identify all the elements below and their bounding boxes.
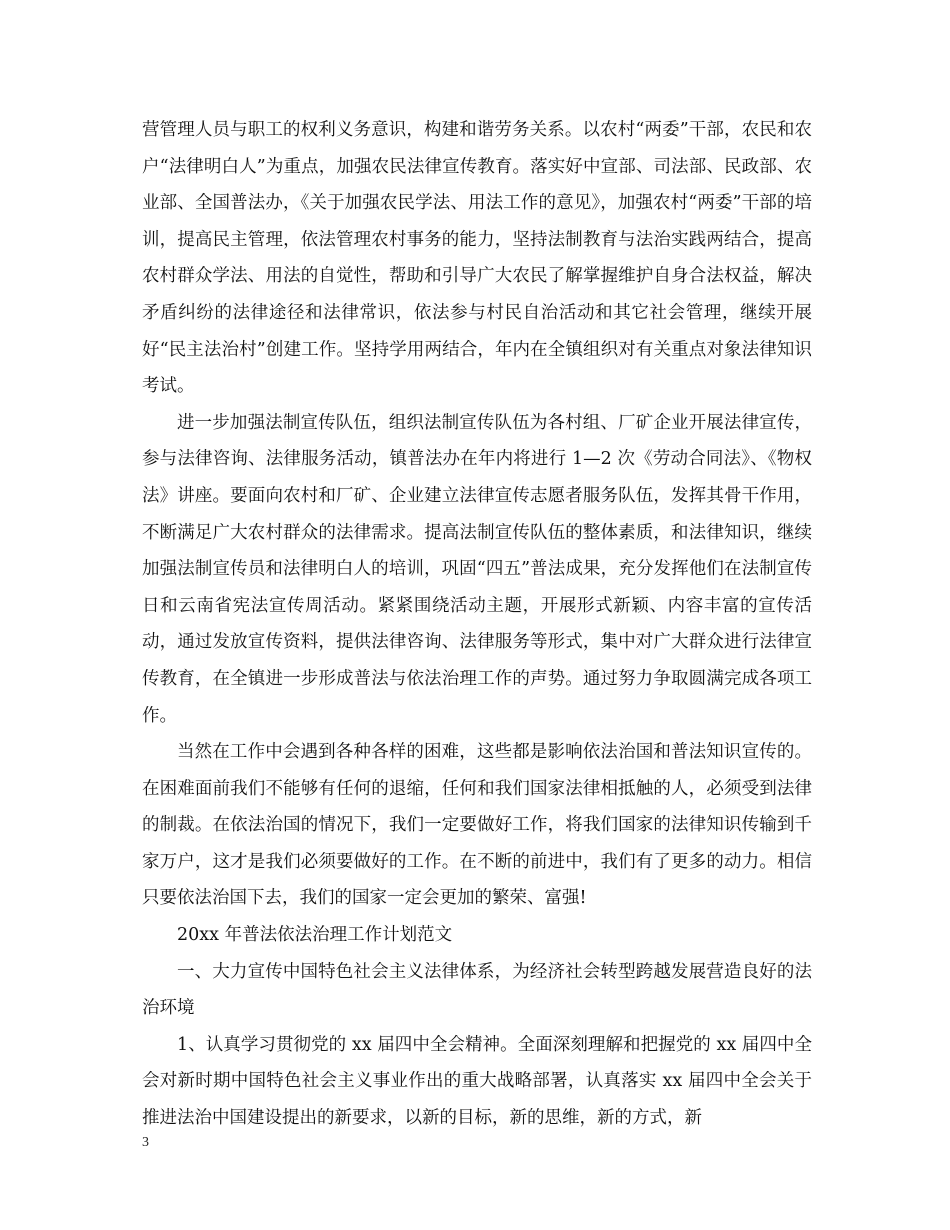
paragraph-2: 进一步加强法制宣传队伍，组织法制宣传队伍为各村组、厂矿企业开展法律宣传，参与法律咨询、法律服务活动，镇普法办在年内将进行 1—2 次《劳动合同法》、《物权法》讲座。要面向农村和厂矿、企业建立法律宣传志愿者服务队伍，发挥其骨干作用，不断满足广大农村群众的法律需求。提高法制宣传队伍的整体素质，和法律知识，继续加强法制宣传员和法律明白人的培训，巩固“四五”普法成果，充分发挥他们在法制宣传日和云南省宪法宣传周活动。紧紧围绕活动主题，开展形式新颖、内容丰富的宣传活动，通过发放宣传资料，提供法律咨询、法律服务等形式，集中对广大群众进行法律宣传教育，在全镇进一步形成普法与依法治理工作的声势。通过努力争取圆满完成各项工作。 <box>142 412 812 726</box>
page-number: 3 <box>142 1135 149 1150</box>
heading-one: 一、大力宣传中国特色社会主义法律体系，为经济社会转型跨越发展营造良好的法治环境 <box>142 961 812 1019</box>
document-body <box>142 112 812 1137</box>
paragraph-item-1: 1、认真学习贯彻党的 xx 届四中全会精神。全面深刻理解和把握党的 xx 届四中全会对新时期中国特色社会主义事业作出的重大战略部署，认真落实 xx 届四中全会关于推进法治中国建设提出的新要求，以新的目标，新的思维，新的方式，新 <box>142 1034 812 1129</box>
paragraph-1: 营管理人员与职工的权利义务意识，构建和谐劳务关系。以农村“两委”干部，农民和农户“法律明白人”为重点，加强农民法律宣传教育。落实好中宣部、司法部、民政部、农业部、全国普法办，《关于加强农民学法、用法工作的意见》，加强农村“两委”干部的培训，提高民主管理，依法管理农村事务的能力，坚持法制教育与法治实践两结合，提高农村群众学法、用法的自觉性，帮助和引导广大农民了解掌握维护自身合法权益，解决矛盾纠纷的法律途径和法律常识，依法参与村民自治活动和其它社会管理，继续开展好“民主法治村”创建工作。坚持学用两结合，年内在全镇组织对有关重点对象法律知识考试。 <box>142 120 812 397</box>
section-title: 20xx 年普法依法治理工作计划范文 <box>177 925 453 946</box>
paragraph-3: 当然在工作中会遇到各种各样的困难，这些都是影响依法治国和普法知识宣传的。在困难面前我们不能够有任何的退缩，任何和我们国家法律相抵触的人，必须受到法律的制裁。在依法治国的情况下，我们一定要做好工作，将我们国家的法律知识传输到千家万户，这才是我们必须要做好的工作。在不断的前进中，我们有了更多的动力。相信只要依法治国下去，我们的国家一定会更加的繁荣、富强! <box>142 742 812 909</box>
